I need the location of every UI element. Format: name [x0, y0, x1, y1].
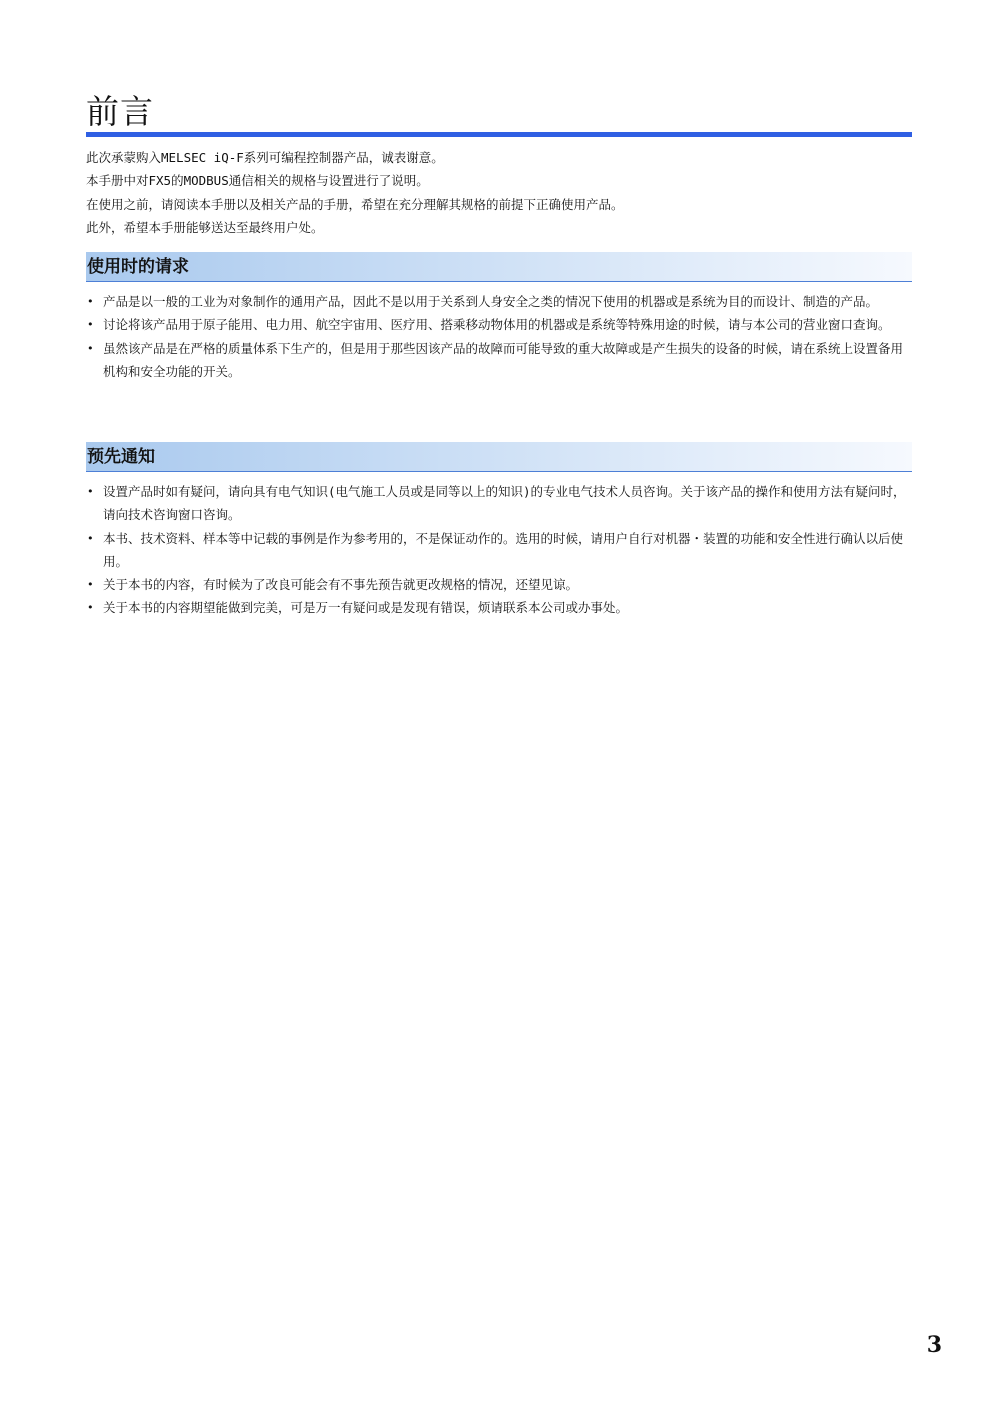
bullet-item: • 关于本书的内容期望能做到完美，可是万一有疑问或是发现有错误，烦请联系本公司或办事处。	[86, 596, 912, 619]
section-heading-bar	[86, 442, 912, 472]
section-heading: 使用时的请求	[87, 257, 189, 277]
section-heading-bar	[86, 252, 912, 282]
intro-line: 此外，希望本手册能够送达至最终用户处。	[86, 219, 324, 235]
bullet-item: • 本书、技术资料、样本等中记载的事例是作为参考用的，不是保证动作的。选用的时候，请用户自行对机器・装置的功能和安全性进行确认以后使用。	[86, 527, 912, 574]
page-title: 前言	[86, 92, 154, 131]
bullet-list	[86, 480, 912, 620]
bullet-item: • 虽然该产品是在严格的质量体系下生产的，但是用于那些因该产品的故障而可能导致的重大故障或是产生损失的设备的时候，请在系统上设置备用机构和安全功能的开关。	[86, 337, 912, 384]
section-heading: 预先通知	[87, 447, 155, 467]
bullet-item: • 设置产品时如有疑问，请向具有电气知识(电气施工人员或是同等以上的知识)的专业电气技术人员咨询。关于该产品的操作和使用方法有疑问时，请向技术咨询窗口咨询。	[86, 480, 912, 527]
section-usage-requests	[86, 252, 912, 383]
intro-line: 此次承蒙购入MELSEC iQ-F系列可编程控制器产品，诚表谢意。	[86, 150, 444, 165]
intro-line: 在使用之前，请阅读本手册以及相关产品的手册，希望在充分理解其规格的前提下正确使用产品。	[86, 196, 624, 212]
title-rule	[86, 132, 912, 137]
section-advance-notice	[86, 442, 912, 620]
intro-paragraphs	[86, 146, 912, 239]
bullet-list	[86, 290, 912, 383]
page-number: 3	[926, 1332, 942, 1358]
intro-line: 本手册中对FX5的MODBUS通信相关的规格与设置进行了说明。	[86, 173, 429, 189]
bullet-item: • 关于本书的内容，有时候为了改良可能会有不事先预告就更改规格的情况，还望见谅。	[86, 573, 912, 596]
bullet-item: • 产品是以一般的工业为对象制作的通用产品，因此不是以用于关系到人身安全之类的情况下使用的机器或是系统为目的而设计、制造的产品。	[86, 290, 912, 313]
bullet-item: • 讨论将该产品用于原子能用、电力用、航空宇宙用、医疗用、搭乘移动物体用的机器或是系统等特殊用途的时候，请与本公司的营业窗口查询。	[86, 313, 912, 336]
